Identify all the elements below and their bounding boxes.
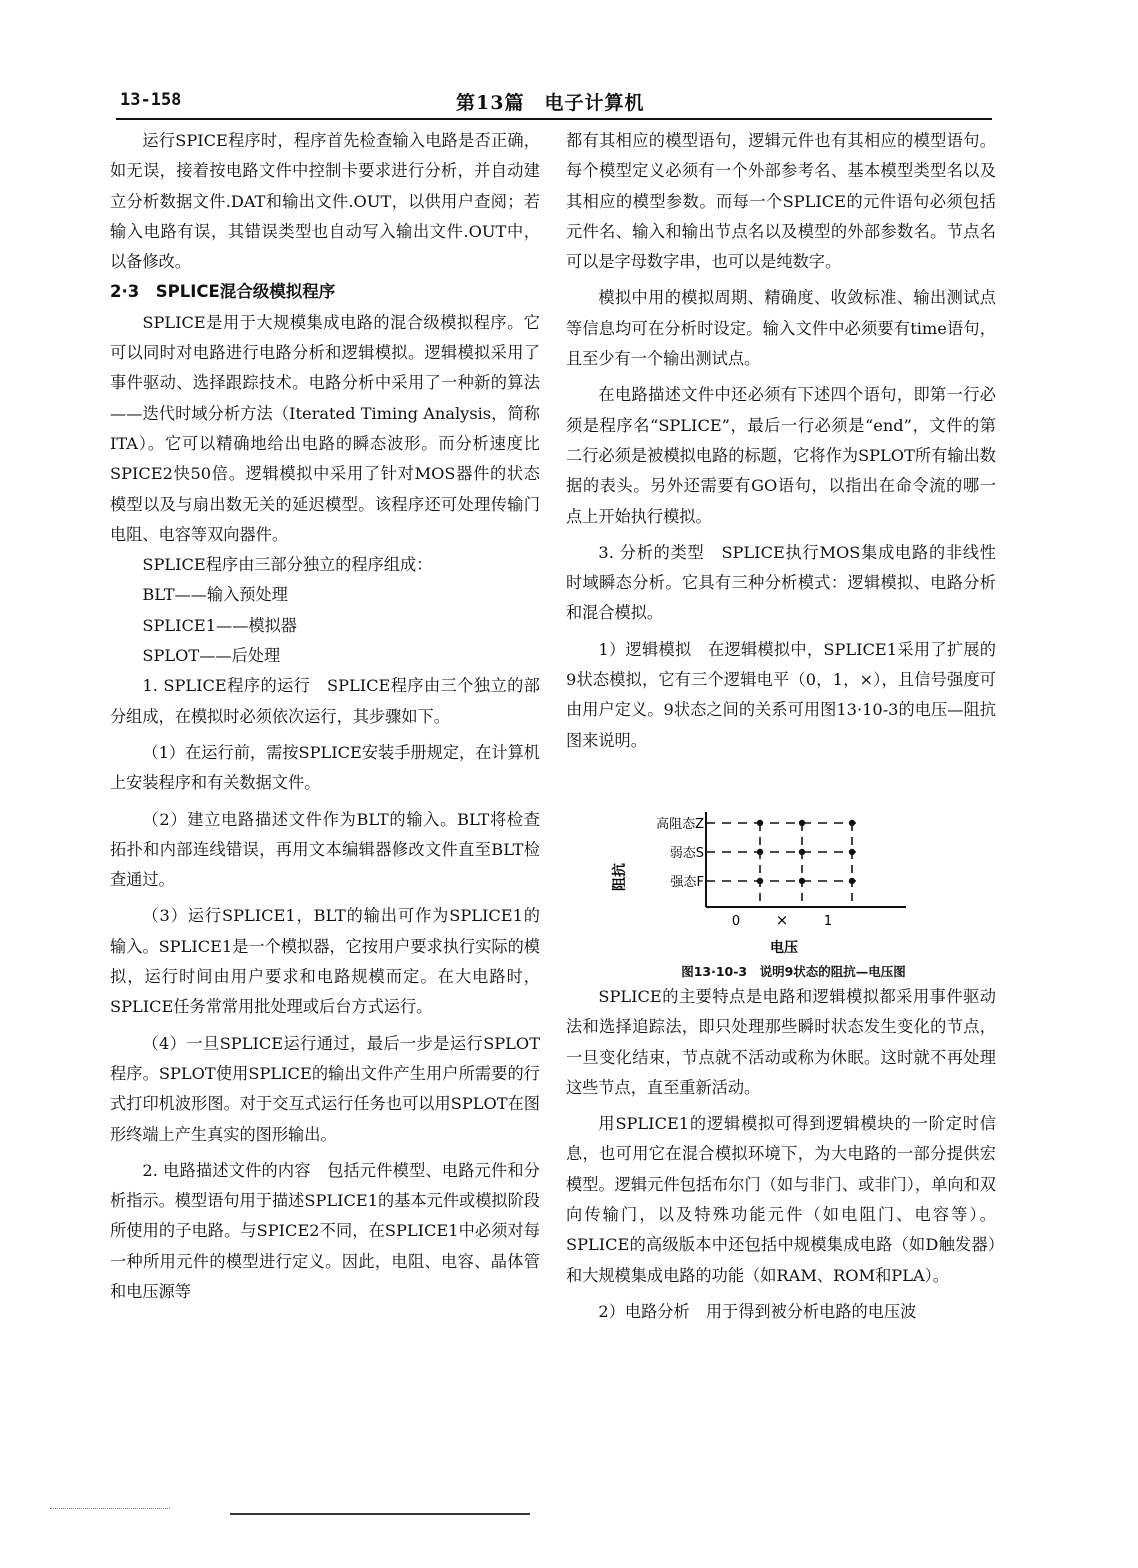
page-header xyxy=(116,88,992,120)
state-point xyxy=(799,820,805,826)
paragraph: 都有其相应的模型语句，逻辑元件也有其相应的模型语句。每个模型定义必须有一个外部参考名、基本模型类型名以及其相应的模型参数。而每一个SPLICE的元件语句必须包括元件名、输入和输出节点名以及模型的外部参数名。节点名可以是字母数字串，也可以是纯数字。 xyxy=(566,131,996,272)
x-level-label: × xyxy=(775,910,789,929)
paragraph: SPLICE是用于大规模集成电路的混合级模拟程序。它可以同时对电路进行电路分析和逻辑模拟。逻辑模拟采用了事件驱动、选择跟踪技术。电路分析中采用了一种新的算法——迭代时域分析方法（Iterated Timing Analysis，简称ITA）。它可以精确地给出电路的瞬态波形。而分析速度比SPICE2快50倍。逻辑模拟中采用了针对MOS器件的状态模型以及与扇出数无关的延迟模型。该程序还可处理传输门电阻、电容等双向器件。 xyxy=(110,312,540,544)
state-point xyxy=(799,878,805,884)
figure-caption: 图13·10-3 说明9状态的阻抗—电压图 xyxy=(681,963,906,979)
impedance-voltage-figure xyxy=(566,762,996,962)
state-point xyxy=(757,878,763,884)
state-point xyxy=(849,878,855,884)
paragraph: （1）在运行前，需按SPLICE安装手册规定，在计算机上安装程序和有关数据文件。 xyxy=(110,742,540,793)
paragraph: 模拟中用的模拟周期、精确度、收敛标准、输出测试点等信息均可在分析时设定。输入文件中必须要有time语句，且至少有一个输出测试点。 xyxy=(566,288,996,369)
paragraph: 2）电路分析 用于得到被分析电路的电压波 xyxy=(598,1301,917,1321)
paragraph: 1）逻辑模拟 在逻辑模拟中，SPLICE1采用了扩展的9状态模拟，它有三个逻辑电平（0，1，×），且信号强度可由用户定义。9状态之间的关系可用图13·10-3的电压—阻抗图来说明。 xyxy=(566,639,996,750)
paragraph: 3. 分析的类型 SPLICE执行MOS集成电路的非线性时域瞬态分析。它具有三种分析模式：逻辑模拟、电路分析和混合模拟。 xyxy=(566,542,996,623)
paragraph: （3）运行SPLICE1，BLT的输出可作为SPLICE1的输入。SPLICE1是一个模拟器，它按用户要求执行实际的模拟，运行时间由用户要求和电路规模而定。在大电路时，SPLICE任务常常用批处理或后台方式运行。 xyxy=(110,906,540,1017)
list-item: BLT——输入预处理 xyxy=(142,585,288,605)
paragraph: 1. SPLICE程序的运行 SPLICE程序由三个独立的部分组成，在模拟时必须依次运行，其步骤如下。 xyxy=(110,676,540,726)
y-level-label: 强态F xyxy=(670,874,704,890)
right-column xyxy=(566,126,996,1327)
x-level-label: 1 xyxy=(823,913,833,929)
state-point xyxy=(849,820,855,826)
running-head: 第13篇 电子计算机 xyxy=(456,92,645,114)
paragraph: SPLICE的主要特点是电路和逻辑模拟都采用事件驱动法和选择追踪法，即只处理那些瞬时状态发生变化的节点，一旦变化结束，节点就不活动或称为休眠。这时就不再处理这些节点，直至重新活动。 xyxy=(566,986,996,1097)
paragraph: 运行SPICE程序时，程序首先检查输入电路是否正确，如无误，接着按电路文件中控制卡要求进行分析，并自动建立分析数据文件.DAT和输出文件.OUT，以供用户查阅；若输入电路有误，其错误类型也自动写入输出文件.OUT中，以备修改。 xyxy=(110,131,540,272)
paragraph: SPLICE程序由三部分独立的程序组成： xyxy=(142,555,433,575)
state-point xyxy=(799,849,805,855)
section-heading: 2·3 SPLICE混合级模拟程序 xyxy=(110,282,336,302)
paragraph: 在电路描述文件中还必须有下述四个语句，即第一行必须是程序名“SPLICE”，最后一行必须是“end”，文件的第二行必须是被模拟电路的标题，它将作为SPLOT所有输出数据的表头。另外还需要有GO语句，以指出在命令流的哪一点上开始执行模拟。 xyxy=(566,385,996,526)
impedance-voltage-diagram xyxy=(566,762,996,962)
state-point xyxy=(849,849,855,855)
state-point xyxy=(757,820,763,826)
footer-dots xyxy=(50,1508,170,1509)
page-number: 13-158 xyxy=(120,90,182,110)
list-item: SPLICE1——模拟器 xyxy=(142,615,297,635)
footer-rule xyxy=(230,1513,530,1515)
x-level-label: 0 xyxy=(731,913,741,929)
y-axis-label: 阻抗 xyxy=(612,862,628,891)
paragraph: （2）建立电路描述文件作为BLT的输入。BLT将检查拓扑和内部连线错误，再用文本编辑器修改文件直至BLT检查通过。 xyxy=(110,809,540,890)
paragraph: （4）一旦SPLICE运行通过，最后一步是运行SPLOT程序。SPLOT使用SPLICE的输出文件产生用户所需要的行式打印机波形图。对于交互式运行任务也可以用SPLOT在图形终端上产生真实的图形输出。 xyxy=(110,1033,540,1144)
y-level-label: 高阻态Z xyxy=(656,816,704,832)
state-point xyxy=(757,849,763,855)
paragraph: 用SPLICE1的逻辑模拟可得到逻辑模块的一阶定时信息，也可用它在混合模拟环境下，为大电路的一部分提供宏模型。逻辑元件包括布尔门（如与非门、或非门），单向和双向传输门，以及特殊功能元件（如电阻门、电容等）。SPLICE的高级版本中还包括中规模集成电路（如D触发器）和大规模集成电路的功能（如RAM、ROM和PLA）。 xyxy=(566,1114,996,1285)
y-level-label: 弱态S xyxy=(669,845,704,861)
x-axis-label: 电压 xyxy=(770,939,798,956)
list-item: SPLOT——后处理 xyxy=(142,646,281,666)
paragraph: 2. 电路描述文件的内容 包括元件模型、电路元件和分析指示。模型语句用于描述SPLICE1的基本元件或模拟阶段所使用的子电路。与SPICE2不同，在SPLICE1中必须对每一种所用元件的模型进行定义。因此，电阻、电容、晶体管和电压源等 xyxy=(110,1160,540,1301)
left-column xyxy=(110,126,540,1307)
